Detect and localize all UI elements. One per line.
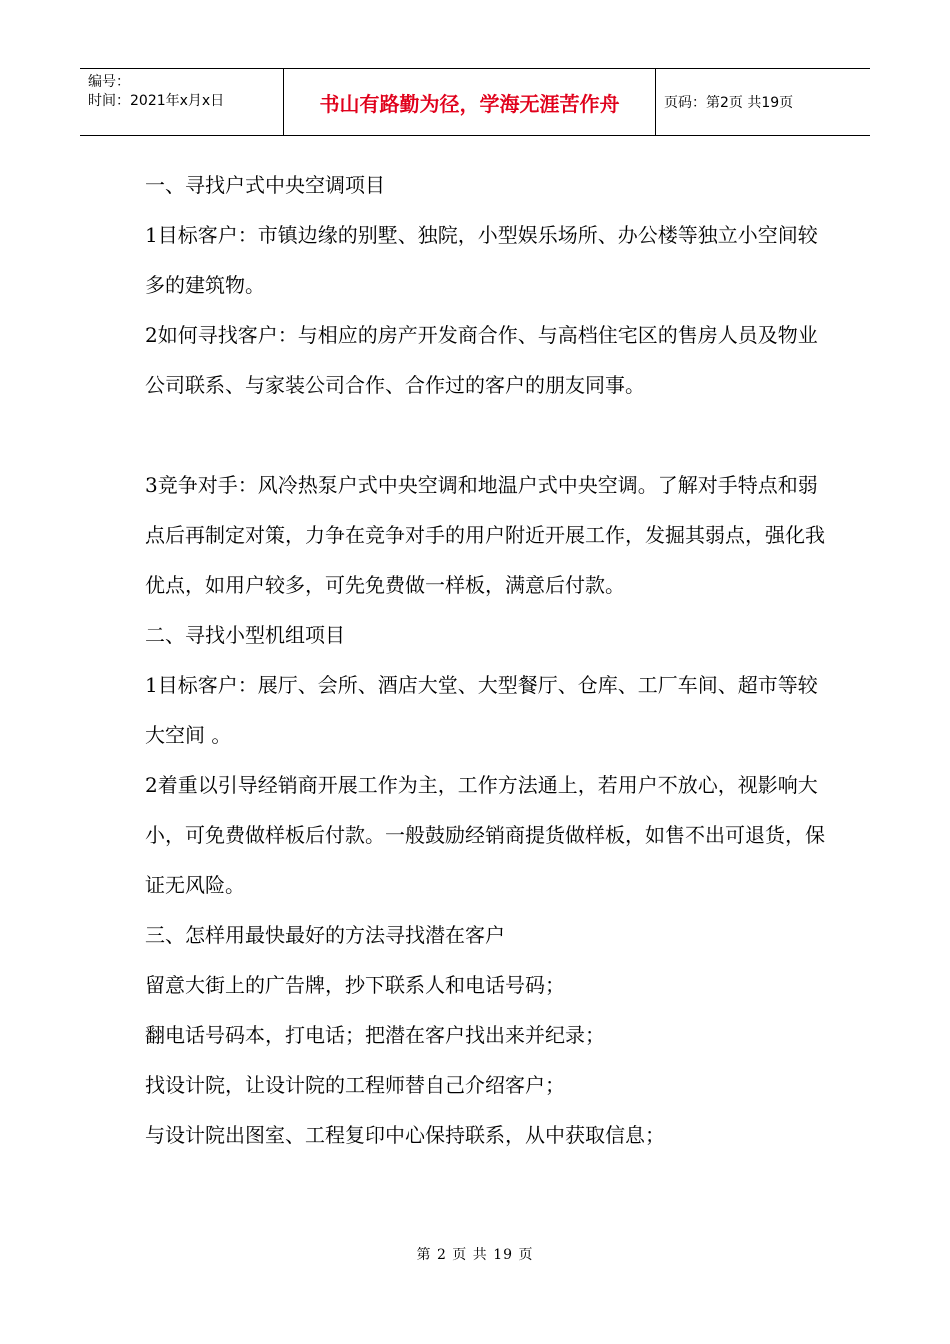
paragraph: 1目标客户：展厅、会所、酒店大堂、大型餐厅、仓库、工厂车间、超市等较大空间 。 (145, 673, 818, 747)
page-footer: 第 2 页 共 19 页 (416, 1247, 534, 1263)
list-item: 找设计院，让设计院的工程师替自己介绍客户； (145, 1073, 565, 1097)
serial-label: 编号： (88, 74, 130, 90)
section-heading-3: 三、怎样用最快最好的方法寻找潜在客户 (145, 923, 505, 947)
header-motto: 书山有路勤为径，学海无涯苦作舟 (283, 69, 656, 135)
header-meta (80, 69, 283, 135)
header-page-info: 页码：第2页 共19页 (664, 95, 794, 111)
paragraph: 2如何寻找客户：与相应的房产开发商合作、与高档住宅区的售房人员及物业公司联系、与家装公司合作、合作过的客户的朋友同事。 (145, 323, 818, 397)
section-heading-2: 二、寻找小型机组项目 (145, 623, 345, 647)
document-body (145, 160, 825, 1160)
date-label: 时间：2021年x月x日 (88, 93, 225, 109)
paragraph: 1目标客户：市镇边缘的别墅、独院，小型娱乐场所、办公楼等独立小空间较多的建筑物。 (145, 223, 818, 297)
list-item: 翻电话号码本，打电话；把潜在客户找出来并纪录； (145, 1023, 605, 1047)
list-item: 留意大街上的广告牌，抄下联系人和电话号码； (145, 973, 565, 997)
page-header (80, 68, 870, 136)
paragraph: 2着重以引导经销商开展工作为主，工作方法通上，若用户不放心，视影响大小，可免费做样板后付款。一般鼓励经销商提货做样板，如售不出可退货，保证无风险。 (145, 773, 825, 897)
section-heading-1: 一、寻找户式中央空调项目 (145, 173, 385, 197)
paragraph: 3竞争对手：风冷热泵户式中央空调和地温户式中央空调。了解对手特点和弱点后再制定对策，力争在竞争对手的用户附近开展工作，发掘其弱点，强化我优点，如用户较多，可先免费做一样板，满意后付款。 (145, 473, 825, 597)
blank-line (145, 410, 825, 460)
list-item: 与设计院出图室、工程复印中心保持联系，从中获取信息； (145, 1123, 665, 1147)
